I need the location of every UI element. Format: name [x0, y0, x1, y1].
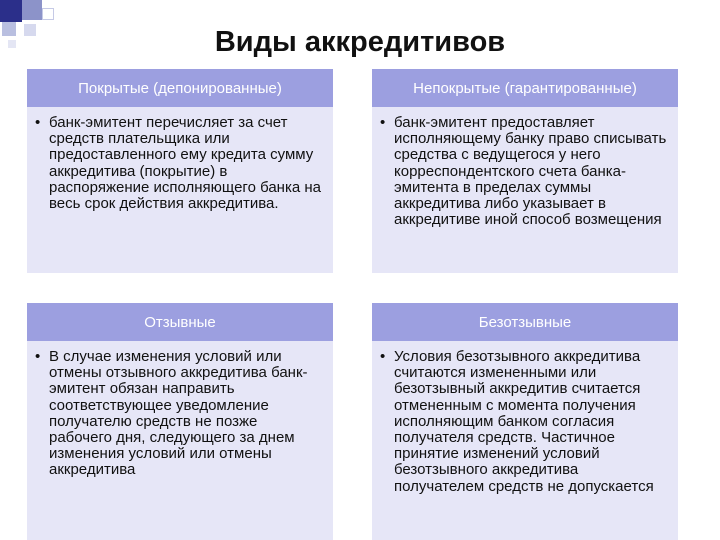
card-irrevocable [372, 303, 678, 540]
bullet-icon: • [380, 348, 386, 365]
card-text: В случае изменения условий или отмены отзывного аккредитива банк-эмитент обязан направить соответствующее уведомление получателю средств не позже рабочего дня, следующего за днем изменения условий или отмены аккредитива [49, 348, 308, 479]
card-body [372, 341, 678, 540]
card-revocable [27, 303, 333, 540]
bullet-icon: • [35, 348, 41, 365]
card-text: Условия безотзывного аккредитива считаются измененными или безотзывный аккредитив считается отмененным с момента получения исполняющим банком согласия получателя средств. Частичное принятие изменений условий безотзывного аккредитива получателем средств не допускается [394, 348, 654, 495]
card-header: Безотзывные [372, 303, 678, 341]
card-text: банк-эмитент перечисляет за счет средств плательщика или предоставленного ему кредита сумму аккредитива (покрытие) в распоряжение исполняющего банка на весь срок действия аккредитива. [49, 114, 321, 213]
card-header: Покрытые (депонированные) [27, 69, 333, 107]
decor-square [42, 8, 54, 20]
card-header: Отзывные [27, 303, 333, 341]
card-body [27, 341, 333, 540]
bullet-icon: • [380, 114, 386, 131]
bullet-icon: • [35, 114, 41, 131]
card-uncovered [372, 69, 678, 273]
card-body [27, 107, 333, 273]
decor-square [0, 0, 22, 22]
slide-title: Виды аккредитивов [214, 26, 506, 58]
card-header: Непокрытые (гарантированные) [372, 69, 678, 107]
card-text: банк-эмитент предоставляет исполняющему банку право списывать средства с ведущегося у него корреспондентского счета банка-эмитента в пределах суммы аккредитива либо указывает в аккредитиве иной способ возмещения [394, 114, 667, 229]
card-covered [27, 69, 333, 273]
decor-square [22, 0, 42, 20]
card-body [372, 107, 678, 273]
